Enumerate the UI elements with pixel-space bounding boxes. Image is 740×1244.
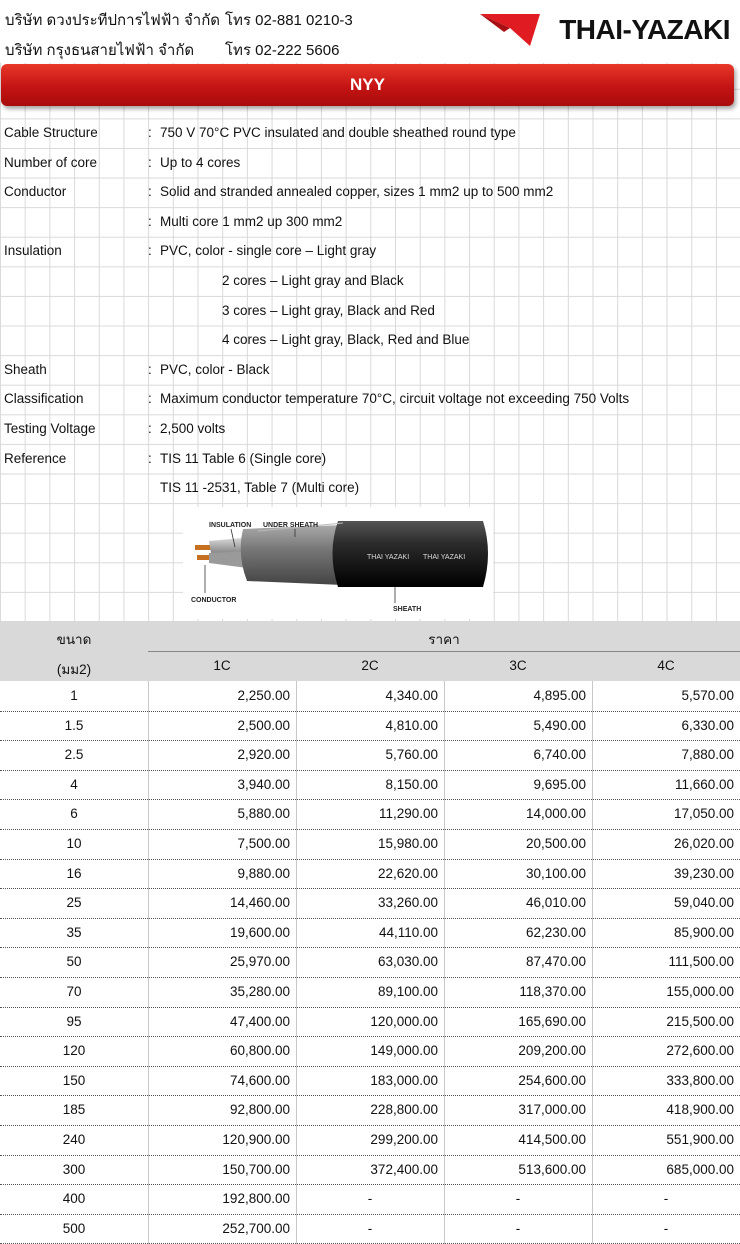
price-cell: 2,250.00 [237, 688, 290, 703]
spec-colon: : [148, 421, 152, 436]
price-header: ราคา [428, 632, 460, 647]
price-cell: 513,600.00 [518, 1161, 586, 1177]
price-cell: 209,200.00 [518, 1043, 586, 1059]
spec-colon: : [148, 125, 152, 140]
price-cell: - [515, 1220, 521, 1236]
price-cell: 183,000.00 [370, 1072, 438, 1088]
table-row [0, 1125, 740, 1156]
company-phone: โทร 02-222 5606 [225, 42, 340, 59]
price-cell: 252,700.00 [222, 1220, 290, 1236]
spec-value: PVC, color - single core – Light gray [160, 243, 377, 259]
price-cell: - [663, 1220, 669, 1236]
table-row [0, 918, 740, 949]
spec-label: Conductor [4, 184, 67, 200]
spec-label: Number of core [4, 154, 98, 170]
cable-print-1: THAI YAZAKI [367, 554, 410, 561]
price-cell: 62,230.00 [525, 924, 586, 940]
cable-illustration-icon [183, 507, 493, 619]
size-cell: 4 [70, 776, 78, 792]
price-cell: 120,000.00 [370, 1013, 438, 1029]
spec-label: Sheath [4, 361, 47, 377]
label-sheath: SHEATH [393, 606, 422, 613]
table-row [0, 1155, 740, 1186]
spec-value: 4 cores – Light gray, Black, Red and Blue [222, 332, 470, 348]
table-row [0, 1184, 740, 1215]
price-cell: 372,400.00 [370, 1161, 438, 1177]
size-cell: 185 [62, 1102, 86, 1118]
table-row [0, 947, 740, 978]
price-cell: 120,900.00 [222, 1132, 290, 1147]
spec-value: 3 cores – Light gray, Black and Red [222, 302, 435, 318]
price-cell: 8,150.00 [385, 776, 438, 792]
table-row [0, 740, 740, 771]
size-cell: 300 [62, 1161, 86, 1177]
price-cell: 414,500.00 [518, 1132, 586, 1147]
table-row [0, 1095, 740, 1126]
size-cell: 400 [62, 1191, 86, 1207]
spec-section [0, 118, 740, 506]
spec-row [0, 325, 740, 355]
price-cell: 63,030.00 [377, 954, 438, 970]
spec-row [0, 177, 740, 207]
price-cell: 89,100.00 [377, 984, 438, 999]
spec-row [0, 384, 740, 414]
price-cell: 19,600.00 [229, 924, 290, 940]
price-cell: 5,760.00 [385, 747, 438, 763]
label-under-sheath: UNDER SHEATH [263, 522, 319, 529]
page-header [0, 0, 740, 63]
price-cell: 6,330.00 [681, 717, 734, 733]
price-cell: 85,900.00 [673, 924, 734, 940]
price-cell: 14,460.00 [229, 895, 290, 911]
price-cell: 87,470.00 [525, 954, 586, 970]
price-cell: 418,900.00 [666, 1102, 734, 1118]
price-cell: 299,200.00 [370, 1132, 438, 1147]
table-row [0, 829, 740, 860]
price-cell: 59,040.00 [673, 895, 734, 911]
header-divider [148, 651, 740, 652]
price-cell: 5,570.00 [681, 688, 734, 703]
spec-label: Reference [4, 450, 67, 466]
spec-colon: : [148, 450, 152, 466]
table-row [0, 977, 740, 1008]
col-divider [444, 681, 445, 1244]
price-cell: 155,000.00 [666, 984, 734, 999]
price-cell: 5,490.00 [533, 717, 586, 733]
col-divider [296, 681, 297, 1244]
spec-value: 2 cores – Light gray and Black [222, 273, 404, 288]
size-cell: 120 [62, 1043, 86, 1059]
label-conductor: CONDUCTOR [191, 597, 237, 604]
price-cell: 3,940.00 [237, 776, 290, 792]
spec-row [0, 236, 740, 266]
table-row [0, 1214, 740, 1244]
table-row [0, 711, 740, 742]
cable-diagram [183, 507, 493, 619]
logo-text: THAI-YAZAKI [559, 14, 730, 45]
size-cell: 500 [62, 1220, 86, 1236]
table-row [0, 1036, 740, 1067]
price-cell: 46,010.00 [525, 895, 586, 911]
product-title: NYY [350, 75, 385, 94]
price-cell: 9,695.00 [533, 776, 586, 792]
spec-value: Maximum conductor temperature 70°C, circuit voltage not exceeding 750 Volts [160, 391, 630, 407]
col-header-4c: 4C [657, 658, 675, 673]
logo-mark-icon [480, 12, 550, 48]
price-cell: 17,050.00 [673, 806, 734, 822]
spec-row [0, 118, 740, 148]
price-cell: 20,500.00 [525, 836, 586, 851]
size-cell: 240 [62, 1132, 86, 1147]
price-table-header [0, 621, 740, 681]
table-row [0, 681, 740, 712]
price-cell: 6,740.00 [533, 747, 586, 763]
spec-value: Up to 4 cores [160, 154, 241, 170]
size-cell: 6 [70, 806, 78, 822]
price-cell: 44,110.00 [378, 924, 438, 940]
size-cell: 2.5 [64, 747, 84, 763]
size-unit: (มม2) [56, 662, 92, 677]
price-cell: 15,980.00 [377, 836, 438, 851]
price-cell: 118,370.00 [519, 984, 586, 999]
price-cell: 9,880.00 [237, 865, 290, 881]
price-cell: - [367, 1191, 373, 1207]
price-table-body [0, 681, 740, 1244]
price-cell: 11,290.00 [378, 806, 438, 822]
spec-label: Cable Structure [4, 125, 98, 140]
company-name: บริษัท ดวงประทีปการไฟฟ้า จำกัด [5, 12, 221, 29]
size-cell: 16 [66, 865, 82, 881]
spec-row [0, 355, 740, 385]
table-row [0, 1007, 740, 1038]
spec-value: TIS 11 -2531, Table 7 (Multi core) [160, 480, 360, 496]
table-row [0, 1066, 740, 1097]
price-cell: 11,660.00 [674, 776, 734, 792]
spec-row [0, 444, 740, 474]
price-cell: 39,230.00 [673, 865, 734, 881]
spec-colon: : [148, 213, 152, 229]
col-divider [148, 681, 149, 1244]
size-header: ขนาด [56, 632, 92, 647]
size-cell: 10 [66, 836, 82, 851]
price-cell: 60,800.00 [229, 1043, 290, 1059]
size-cell: 50 [66, 954, 82, 970]
spec-colon: : [148, 184, 152, 200]
size-cell: 25 [66, 895, 82, 911]
price-cell: 272,600.00 [666, 1043, 734, 1059]
spec-row [0, 296, 740, 326]
price-cell: 33,260.00 [377, 895, 438, 911]
table-row [0, 888, 740, 919]
spec-label: Classification [4, 391, 84, 407]
price-cell: 47,400.00 [229, 1013, 290, 1029]
price-cell: 22,620.00 [377, 865, 438, 881]
table-row [0, 799, 740, 830]
cable-print-2: THAI YAZAKI [423, 554, 466, 561]
size-cell: 1 [70, 688, 78, 703]
price-cell: 317,000.00 [518, 1102, 586, 1118]
spec-row [0, 148, 740, 178]
company-phone: โทร 02-881 0210-3 [225, 12, 353, 29]
col-header-3c: 3C [509, 658, 527, 673]
spec-value: Solid and stranded annealed copper, sizes 1 mm2 up to 500 mm2 [160, 184, 554, 200]
spec-row [0, 266, 740, 296]
col-divider [592, 681, 593, 1244]
price-cell: 150,700.00 [222, 1161, 290, 1177]
price-cell: 215,500.00 [666, 1013, 734, 1029]
price-cell: - [663, 1191, 669, 1207]
spec-value: 2,500 volts [160, 421, 226, 436]
spec-value: PVC, color - Black [160, 361, 270, 377]
spec-colon: : [148, 154, 152, 170]
col-header-1c: 1C [213, 658, 231, 673]
price-cell: 228,800.00 [370, 1102, 438, 1118]
price-cell: 4,340.00 [385, 688, 438, 703]
price-cell: - [515, 1191, 521, 1207]
price-cell: 74,600.00 [229, 1072, 290, 1088]
thai-yazaki-logo [472, 6, 732, 50]
price-cell: 2,500.00 [237, 717, 290, 733]
spec-label: Insulation [4, 243, 62, 259]
spec-value: Multi core 1 mm2 up 300 mm2 [160, 213, 343, 229]
size-cell: 150 [62, 1072, 86, 1088]
table-row [0, 770, 740, 801]
price-cell: 25,970.00 [229, 954, 290, 970]
spec-row [0, 473, 740, 503]
spec-value: TIS 11 Table 6 (Single core) [160, 450, 327, 466]
spec-colon: : [148, 391, 152, 407]
price-cell: 5,880.00 [237, 806, 290, 822]
price-cell: 14,000.00 [525, 806, 586, 822]
price-cell: - [367, 1220, 373, 1236]
price-cell: 7,880.00 [681, 747, 734, 763]
spec-label: Testing Voltage [4, 421, 96, 436]
price-cell: 111,500.00 [668, 954, 734, 970]
spec-row [0, 414, 740, 444]
price-cell: 149,000.00 [370, 1043, 438, 1059]
table-row [0, 859, 740, 890]
price-cell: 333,800.00 [666, 1072, 734, 1088]
price-cell: 551,900.00 [666, 1132, 734, 1147]
size-cell: 70 [66, 984, 82, 999]
price-cell: 92,800.00 [229, 1102, 290, 1118]
price-cell: 26,020.00 [673, 836, 734, 851]
size-cell: 95 [66, 1013, 82, 1029]
price-cell: 4,810.00 [385, 717, 438, 733]
price-cell: 30,100.00 [525, 865, 586, 881]
price-cell: 35,280.00 [229, 984, 290, 999]
price-cell: 2,920.00 [237, 747, 290, 763]
price-cell: 254,600.00 [518, 1072, 586, 1088]
spec-colon: : [148, 361, 152, 377]
price-cell: 4,895.00 [533, 688, 586, 703]
spec-colon: : [148, 243, 152, 259]
label-insulation: INSULATION [209, 522, 252, 529]
col-header-2c: 2C [361, 658, 379, 673]
price-cell: 685,000.00 [666, 1161, 734, 1177]
price-cell: 165,690.00 [518, 1013, 586, 1029]
spec-value: 750 V 70°C PVC insulated and double sheathed round type [160, 125, 516, 140]
company-name: บริษัท กรุงธนสายไฟฟ้า จำกัด [5, 42, 195, 59]
size-cell: 35 [66, 924, 82, 940]
spec-row [0, 207, 740, 237]
size-cell: 1.5 [64, 717, 84, 733]
price-cell: 7,500.00 [237, 836, 290, 851]
product-title-banner [1, 64, 734, 106]
price-cell: 192,800.00 [222, 1191, 290, 1207]
